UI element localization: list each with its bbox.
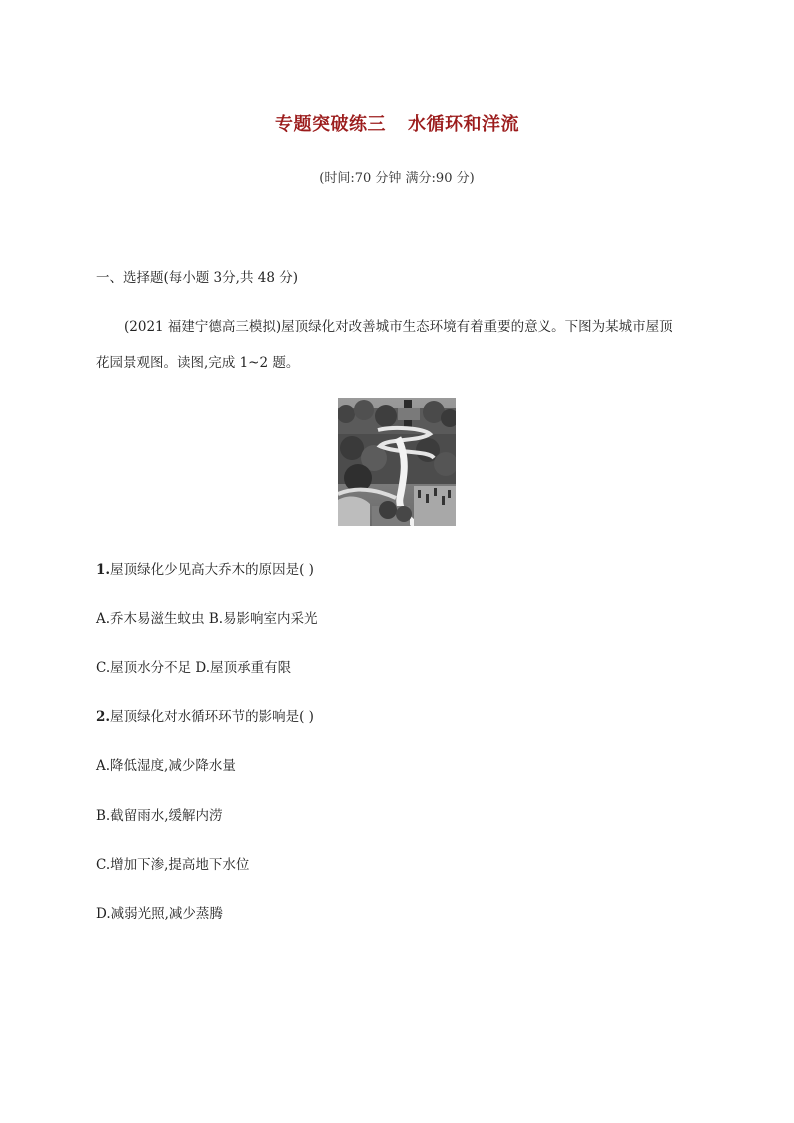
intro-line-2: 花园景观图。读图,完成 1~2 题。 bbox=[96, 355, 300, 371]
page-title bbox=[0, 110, 794, 136]
rooftop-garden-photo bbox=[338, 398, 456, 526]
time-score-info: (时间:70 分钟 满分:90 分) bbox=[319, 171, 475, 186]
question-2-stem bbox=[96, 705, 314, 725]
question-1-number: 1. bbox=[96, 562, 111, 578]
title-part-1: 专题突破练三 bbox=[275, 114, 386, 135]
question-2-text: 屋顶绿化对水循环环节的影响是( ) bbox=[110, 709, 314, 725]
question-1-options-row-1: A.乔木易滋生蚊虫 B.易影响室内采光 bbox=[96, 611, 318, 627]
question-1-stem bbox=[96, 558, 314, 578]
question-1-options-row-2: C.屋顶水分不足 D.屋顶承重有限 bbox=[96, 660, 292, 676]
question-2-number: 2. bbox=[96, 709, 111, 725]
title-part-2: 水循环和洋流 bbox=[408, 114, 519, 135]
intro-line-1: (2021 福建宁德高三模拟)屋顶绿化对改善城市生态环境有着重要的意义。下图为某城市屋顶 bbox=[124, 319, 673, 335]
question-1-text: 屋顶绿化少见高大乔木的原因是( ) bbox=[110, 562, 314, 578]
question-2-option-a: A.降低湿度,减少降水量 bbox=[96, 758, 236, 774]
question-2-option-c: C.增加下渗,提高地下水位 bbox=[96, 857, 250, 873]
question-2-option-d: D.减弱光照,减少蒸腾 bbox=[96, 906, 223, 922]
question-2-option-b: B.截留雨水,缓解内涝 bbox=[96, 808, 223, 824]
section-heading: 一、选择题(每小题 3分,共 48 分) bbox=[96, 270, 298, 286]
